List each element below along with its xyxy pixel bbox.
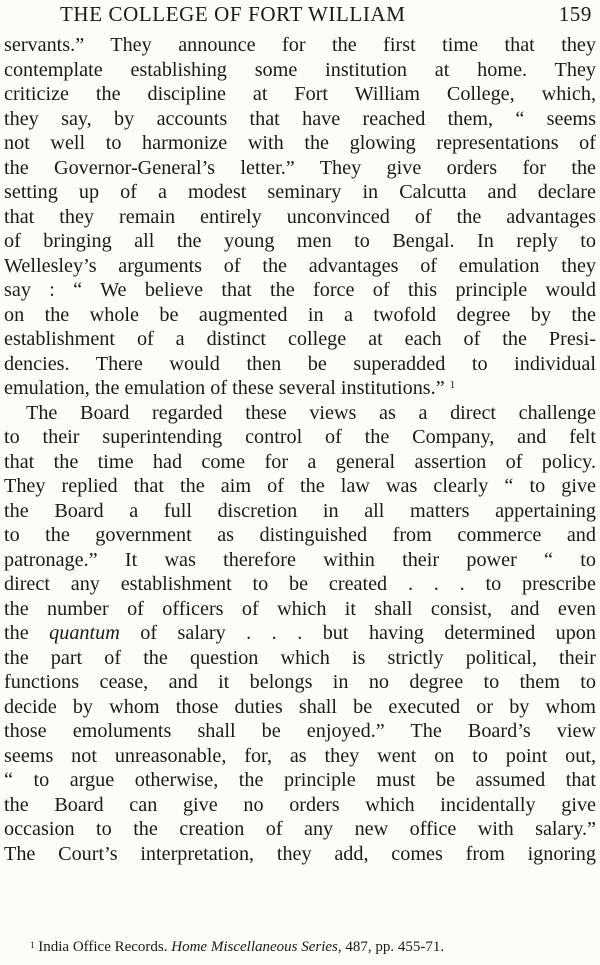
- text-line: setting up of a modest seminary in Calcutta and declare: [4, 181, 596, 203]
- running-header: [60, 2, 592, 28]
- footnote-series: Home Miscellaneous Series: [171, 939, 338, 955]
- text-line: They replied that the aim of the law was clearly “ to give: [4, 475, 596, 497]
- italic-term: quantum: [49, 622, 120, 644]
- footnote-ref: , 487, pp. 455-71.: [337, 939, 445, 955]
- text-line: they say, by accounts that have reached them, “ seems: [4, 107, 596, 130]
- page-number: 159: [558, 2, 592, 26]
- text-line: The Board regarded these views as a direct challenge: [26, 401, 596, 424]
- text-line: criticize the discipline at Fort William College, which,: [4, 83, 596, 105]
- text-line: to the government as distinguished from commerce and: [4, 524, 596, 546]
- running-title: THE COLLEGE OF FORT WILLIAM: [60, 2, 406, 26]
- text-line: The Court’s interpretation, they add, comes from ignoring: [4, 842, 596, 865]
- footnote-marker: 1: [30, 940, 35, 950]
- text-line: that they remain entirely unconvinced of the advantages: [4, 205, 596, 228]
- text-line: those emoluments shall be enjoyed.” The Board’s view: [4, 720, 596, 742]
- text-line-last: [4, 376, 596, 401]
- text-fragment: the: [4, 622, 50, 644]
- text-line: direct any establishment to be created . . . to prescribe: [4, 573, 596, 595]
- text-line: dencies. There would then be superadded to individual: [4, 352, 596, 375]
- text-line: patronage.” It was therefore within their power “ to: [4, 548, 596, 571]
- text-line: the part of the question which is strictly political, their: [4, 646, 596, 669]
- text-line: to their superintending control of the Company, and felt: [4, 426, 596, 448]
- text-line: not well to harmonize with the glowing representations of: [4, 132, 596, 154]
- text-line: seems not unreasonable, for, as they went on to point out,: [4, 744, 596, 767]
- text-line: decide by whom those duties shall be executed or by whom: [4, 695, 596, 718]
- text-fragment: of salary . . . but having determined upon: [119, 622, 596, 644]
- text-line: of bringing all the young men to Bengal. In reply to: [4, 230, 596, 252]
- text-line: establishment of a distinct college at each of the Presi-: [4, 328, 596, 350]
- text-line: say : “ We believe that the force of this principle would: [4, 279, 596, 301]
- text-line: functions cease, and it belongs in no degree to them to: [4, 671, 596, 693]
- text-line: “ to argue otherwise, the principle must be assumed that: [4, 769, 596, 791]
- text-line: Wellesley’s arguments of the advantages of emulation they: [4, 254, 596, 277]
- text-line: the number of officers of which it shall consist, and even: [4, 597, 596, 620]
- body-text: [4, 33, 596, 866]
- text-line: the Board a full discretion in all matters appertaining: [4, 499, 596, 522]
- paragraph-2: [4, 401, 596, 867]
- text-line-content: emulation, the emulation of these several institutions.”: [4, 377, 445, 399]
- paragraph-1: [4, 33, 596, 401]
- footnote-reference: 1: [449, 379, 456, 391]
- text-line: on the whole be augmented in a twofold degree by the: [4, 303, 596, 326]
- text-line: the Board can give no orders which incidentally give: [4, 793, 596, 816]
- text-line: the Governor-General’s letter.” They give orders for the: [4, 156, 596, 179]
- text-line-quantum: [4, 621, 596, 646]
- footnote: [30, 937, 590, 957]
- text-line: servants.” They announce for the first time that they: [4, 34, 596, 56]
- footnote-source: India Office Records.: [38, 939, 168, 955]
- text-line: that the time had come for a general assertion of policy.: [4, 450, 596, 473]
- text-line: contemplate establishing some institution at home. They: [4, 58, 596, 81]
- text-line: occasion to the creation of any new office with salary.”: [4, 818, 596, 840]
